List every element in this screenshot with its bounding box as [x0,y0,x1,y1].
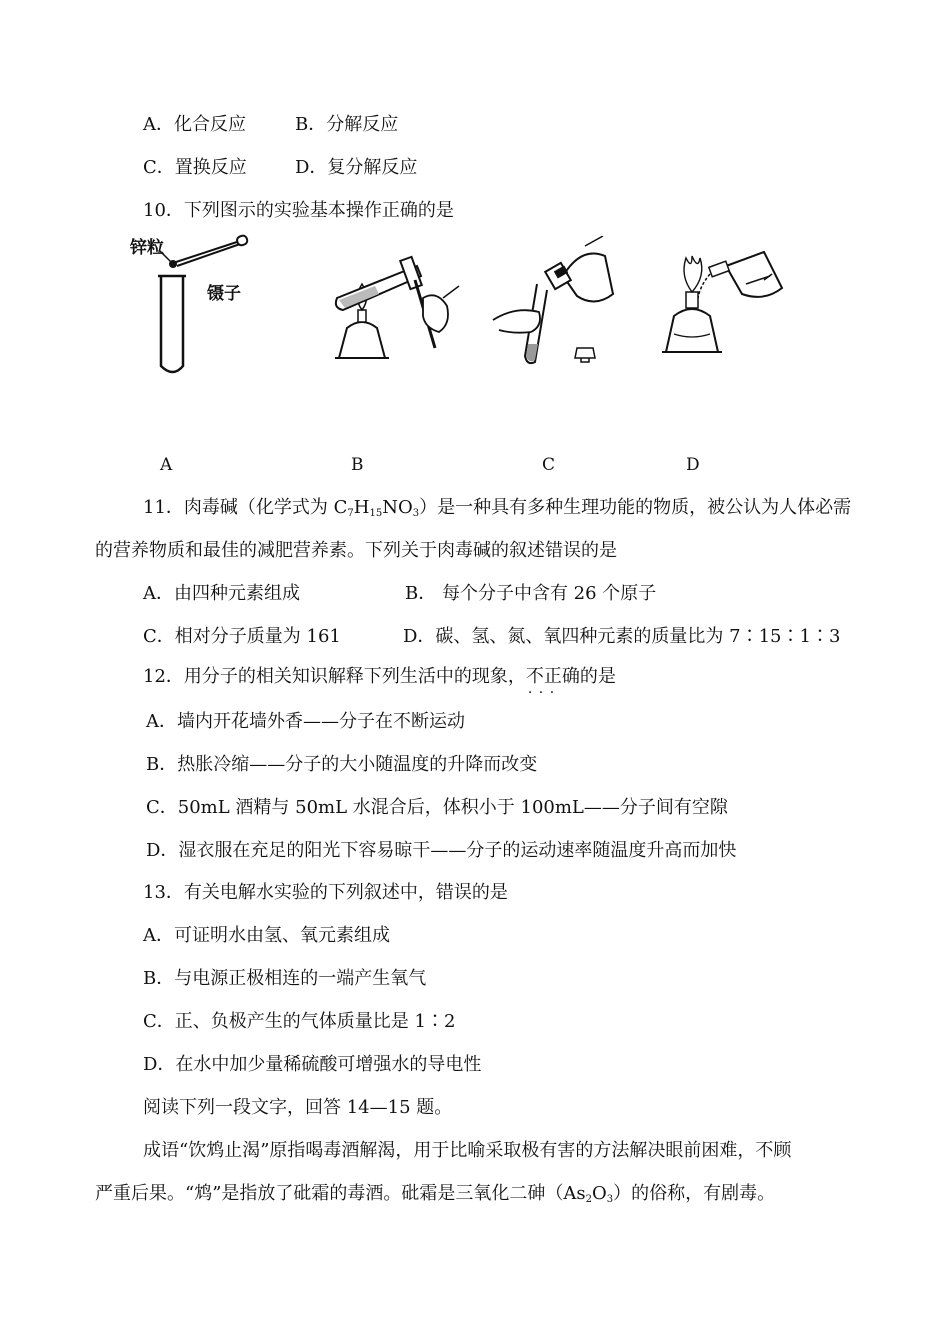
q13-option-d: D．在水中加少量稀硫酸可增强水的导电性 [143,1054,482,1075]
q11-option-a: A．由四种元素组成 [143,583,300,604]
q12-option-b: B．热胀冷缩——分子的大小随温度的升降而改变 [146,754,538,775]
q13-stem: 13．有关电解水实验的下列叙述中，错误的是 [143,882,508,903]
q11-stem-line1: 11．肉毒碱（化学式为 $C_7H_{15}NO_3$）是一种具有多种生理功能的物质，被公认为人体必需 [143,497,852,519]
q9-option-c: C．置换反应 [143,157,247,178]
q13-option-b: B．与电源正极相连的一端产生氧气 [143,968,427,989]
q13-option-c: C．正、负极产生的气体质量比是 1∶2 [143,1011,456,1032]
reading-intro: 阅读下列一段文字，回答 14—15 题。 [143,1097,453,1118]
figure-letter-c: C [542,455,556,475]
figure-c-pouring-liquid [485,236,625,376]
figure-letter-a: A [160,455,173,475]
q11-option-b: B． 每个分子中含有 26 个原子 [405,583,657,604]
q12-option-c: C．50mL 酒精与 50mL 水混合后，体积小于 100mL——分子间有空隙 [146,797,728,818]
figure-d-lighting-lamp [660,236,800,376]
q9-option-b: B．分解反应 [295,114,399,135]
label-zinc-granule: 锌粒 [130,238,164,258]
reading-paragraph-line2: 严重后果。“鸩”是指放了砒霜的毒酒。砒霜是三氧化二砷$(As_2O_3)$的俗称，有剧毒。 [95,1183,776,1205]
label-tweezers: 镊子 [207,284,241,304]
q12-option-d: D．湿衣服在充足的阳光下容易晾干——分子的运动速率随温度升高而加快 [146,840,737,861]
q12-stem: 12．用分子的相关知识解释下列生活中的现象，不正确 · · ·的是 [143,666,616,688]
q9-option-a: A．化合反应 [143,114,246,135]
q11-option-c: C．相对分子质量为 161 [143,626,341,647]
q12-option-a: A．墙内开花墙外香——分子在不断运动 [146,711,465,732]
q11-stem-line2: 的营养物质和最佳的减肥营养素。下列关于肉毒碱的叙述错误的是 [95,540,617,561]
figure-letter-d: D [686,455,700,475]
reading-paragraph-line1: 成语“饮鸩止渴”原指喝毒酒解渴，用于比喻采取极有害的方法解决眼前困难，不顾 [143,1140,792,1161]
q13-option-a: A．可证明水由氢、氧元素组成 [143,925,390,946]
q10-stem: 10．下列图示的实验基本操作正确的是 [143,200,454,221]
q9-option-d: D．复分解反应 [295,157,418,178]
emphasis-dots: 不正确 · · · [526,666,580,687]
q11-option-d: D．碳、氢、氮、氧四种元素的质量比为 7∶15∶1∶3 [403,626,841,647]
figure-letter-b: B [351,455,364,475]
figure-b-heating-test-tube [325,228,465,368]
